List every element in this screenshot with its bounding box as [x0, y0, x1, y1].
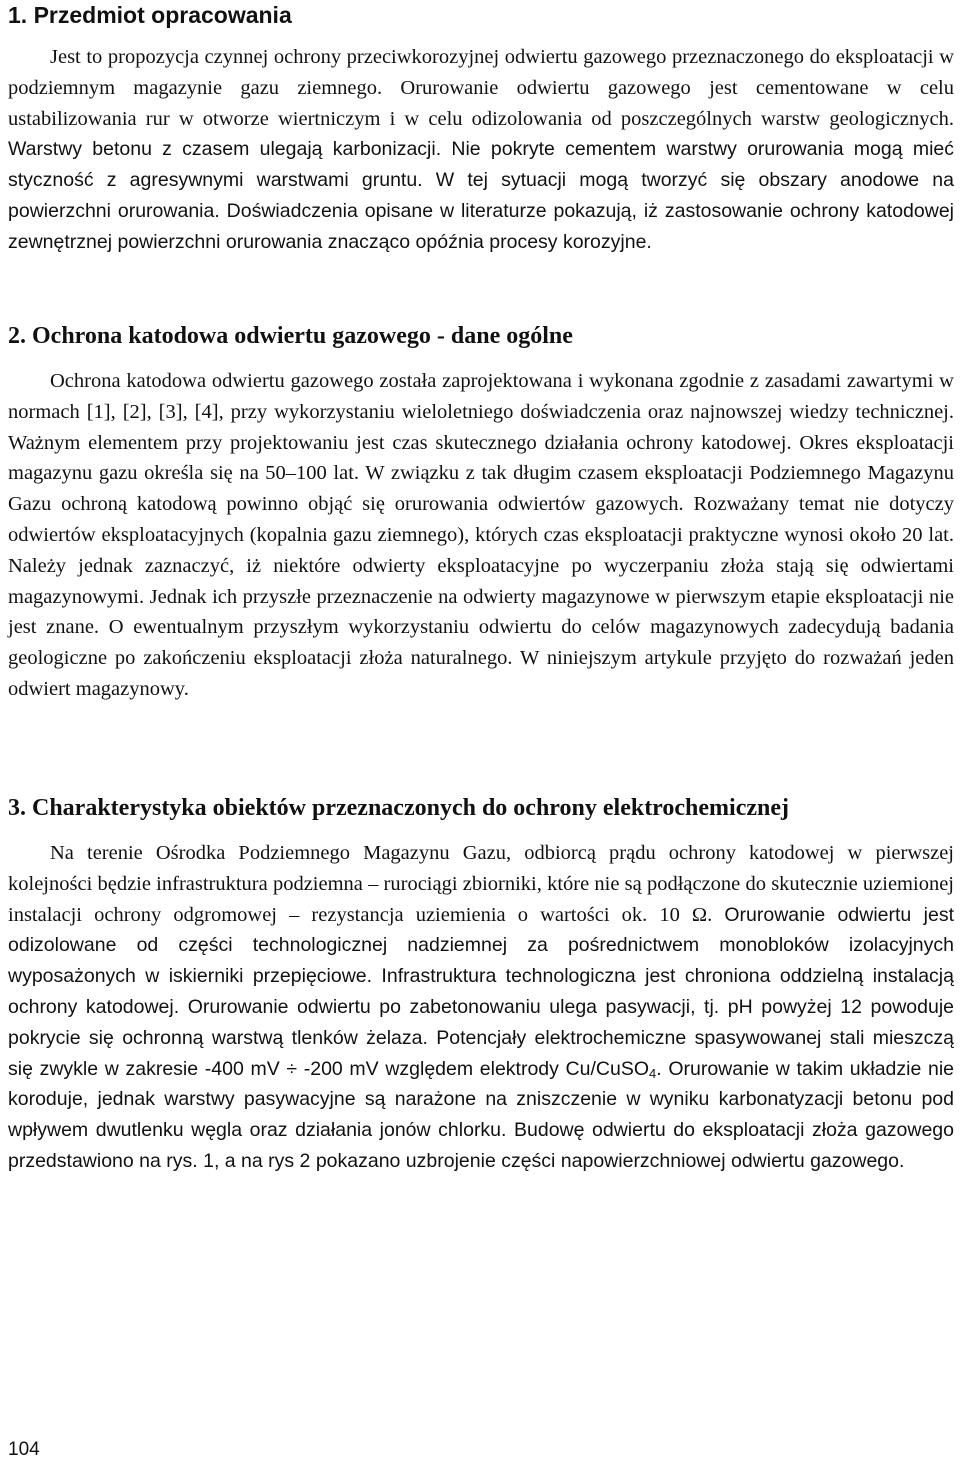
section-2-paragraph — [8, 366, 954, 705]
section-1-paragraph — [8, 42, 954, 258]
section-3-paragraph — [8, 838, 954, 1177]
section-2-heading: 2. Ochrona katodowa odwiertu gazowego - dane ogólne — [8, 323, 573, 349]
section-2-text: Ochrona katodowa odwiertu gazowego została zaprojektowana i wykonana zgodnie z zasadami zawartymi w normach [1], [2], [3], [4], przy wykorzystaniu wieloletniego doświadczenia oraz najnowszej wiedzy technicznej. Ważnym elementem przy projektowaniu jest czas skutecznego działania ochrony katodowej. Okres eksploatacji magazynu gazu określa się na 50–100 lat. W związku z tak długim czasem eksploatacji Podziemnego Magazynu Gazu ochroną katodową powinno objąć się orurowania odwiertów gazowych. Rozważany temat nie dotyczy odwiertów eksploatacyjnych (kopalnia gazu ziemnego), których czas eksploatacji praktyczne wynosi około 20 lat. Należy jednak zaznaczyć, iż niektóre odwierty eksploatacyjne po wyczerpaniu złoża stają się odwiertami magazynowymi. Jednak ich przyszłe przeznaczenie na odwierty magazynowe w pierwszym etapie eksploatacji nie jest znane. O ewentualnym przyszłym wykorzystaniu odwiertu do celów magazynowych zadecydują badania geologiczne po zakończeniu eksploatacji złoża naturalnego. W niniejszym artykule przyjęto do rozważań jeden odwiert magazynowy. — [8, 370, 954, 700]
section-3-subscript: 4 — [649, 1065, 657, 1081]
page-number: 104 — [8, 1439, 40, 1460]
section-3-heading: 3. Charakterystyka obiektów przeznaczonych do ochrony elektrochemicznej — [8, 795, 790, 821]
section-1-text-serif: Jest to propozycja czynnej ochrony przeciwkorozyjnej odwiertu gazowego przeznaczonego do eksploatacji w podziemnym magazynie gazu ziemnego. Orurowanie odwiertu gazowego jest cementowane w celu ustabilizowania rur w otworze wiertniczym i w celu odizolowania od poszczególnych warstw geologicznych. — [8, 46, 954, 130]
section-3-text-part3: . Orurowanie w takim układzie nie koroduje, jednak warstwy pasywacyjne są narażone na zniszczenie w wyniku karbonatyzacji betonu pod wpływem dwutlenku węgla oraz działania jonów chlorku. Budowę odwiertu do eksploatacji złoża gazowego przedstawiono na rys. 1, a na rys 2 pokazano uzbrojenie części napowierzchniowej odwiertu gazowego. — [8, 1057, 954, 1172]
section-1-text-sans: Warstwy betonu z czasem ulegają karbonizacji. Nie pokryte cementem warstwy orurowania mogą mieć styczność z agresywnymi warstwami gruntu. W tej sytuacji mogą tworzyć się obszary anodowe na powierzchni orurowania. Doświadczenia opisane w literaturze pokazują, iż zastosowanie ochrony katodowej zewnętrznej powierzchni orurowania znacząco opóźnia procesy korozyjne. — [8, 138, 954, 253]
section-1-heading: 1. Przedmiot opracowania — [8, 2, 292, 28]
section-3-text-part1: Na terenie Ośrodka Podziemnego Magazynu Gazu, odbiorcą prądu ochrony katodowej w pierwszej kolejności będzie infrastruktura podziemna – rurociągi zbiorniki, które nie są podłączone do skutecznie uziemionej instalacji ochrony odgromowej – rezystancja uziemienia o wartości ok. 10 Ω. — [8, 842, 954, 926]
section-3-text-part2-main: Orurowanie odwiertu jest odizolowane od części technologicznej nadziemnej za pośrednictwem monobloków izolacyjnych wyposażonych w iskierniki przepięciowe. Infrastruktura technologiczna jest chroniona oddzielną instalacją ochrony katodowej. Orurowanie odwiertu po zabetonowaniu ulega pasywacji, tj. pH powyżej 12 powoduje pokrycie się ochronną warstwą tlenków żelaza. Potencjały elektrochemiczne spasywowanej stali mieszczą się zwykle w zakresie -400 mV ÷ -200 mV względem elektrody Cu/CuSO — [8, 903, 954, 1080]
section-3-text-part2 — [8, 904, 954, 1172]
